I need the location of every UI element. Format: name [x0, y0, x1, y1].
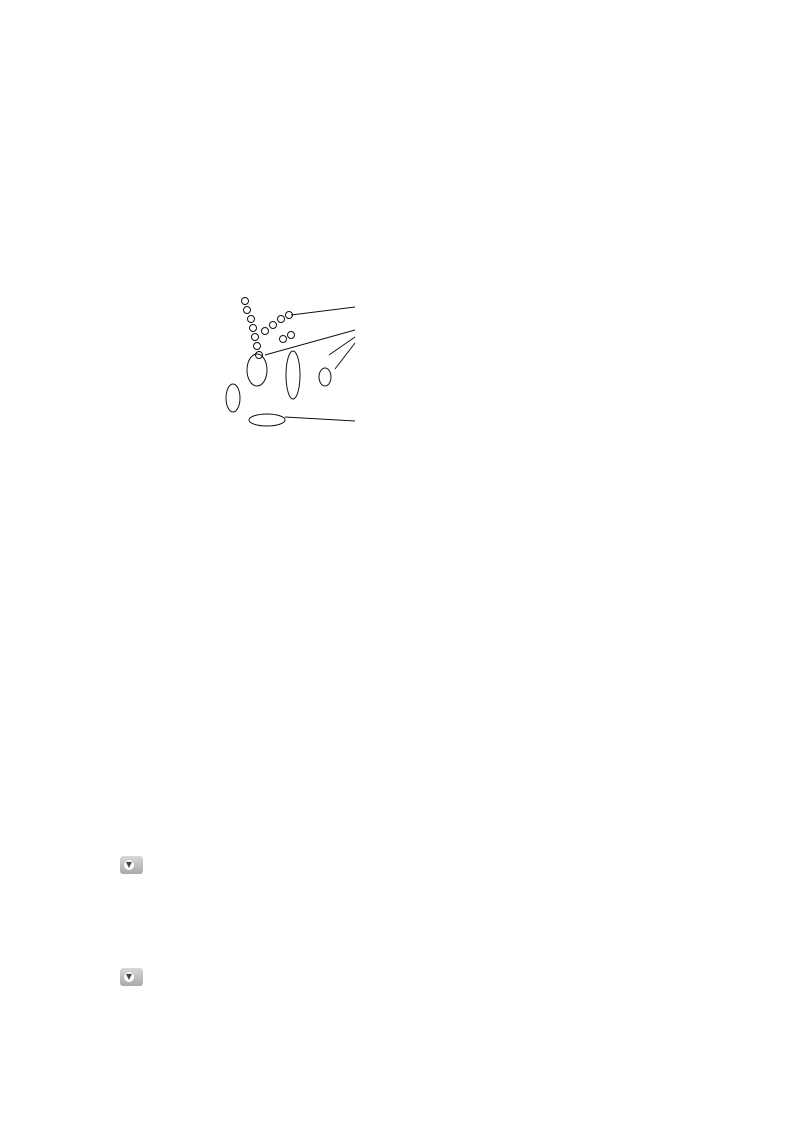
corner-tag	[120, 856, 143, 874]
chevron-down-icon: ▼	[125, 972, 133, 981]
judge-tag	[120, 968, 143, 986]
chevron-down-icon: ▼	[125, 860, 133, 869]
fluid-mosaic-diagram	[195, 295, 395, 435]
